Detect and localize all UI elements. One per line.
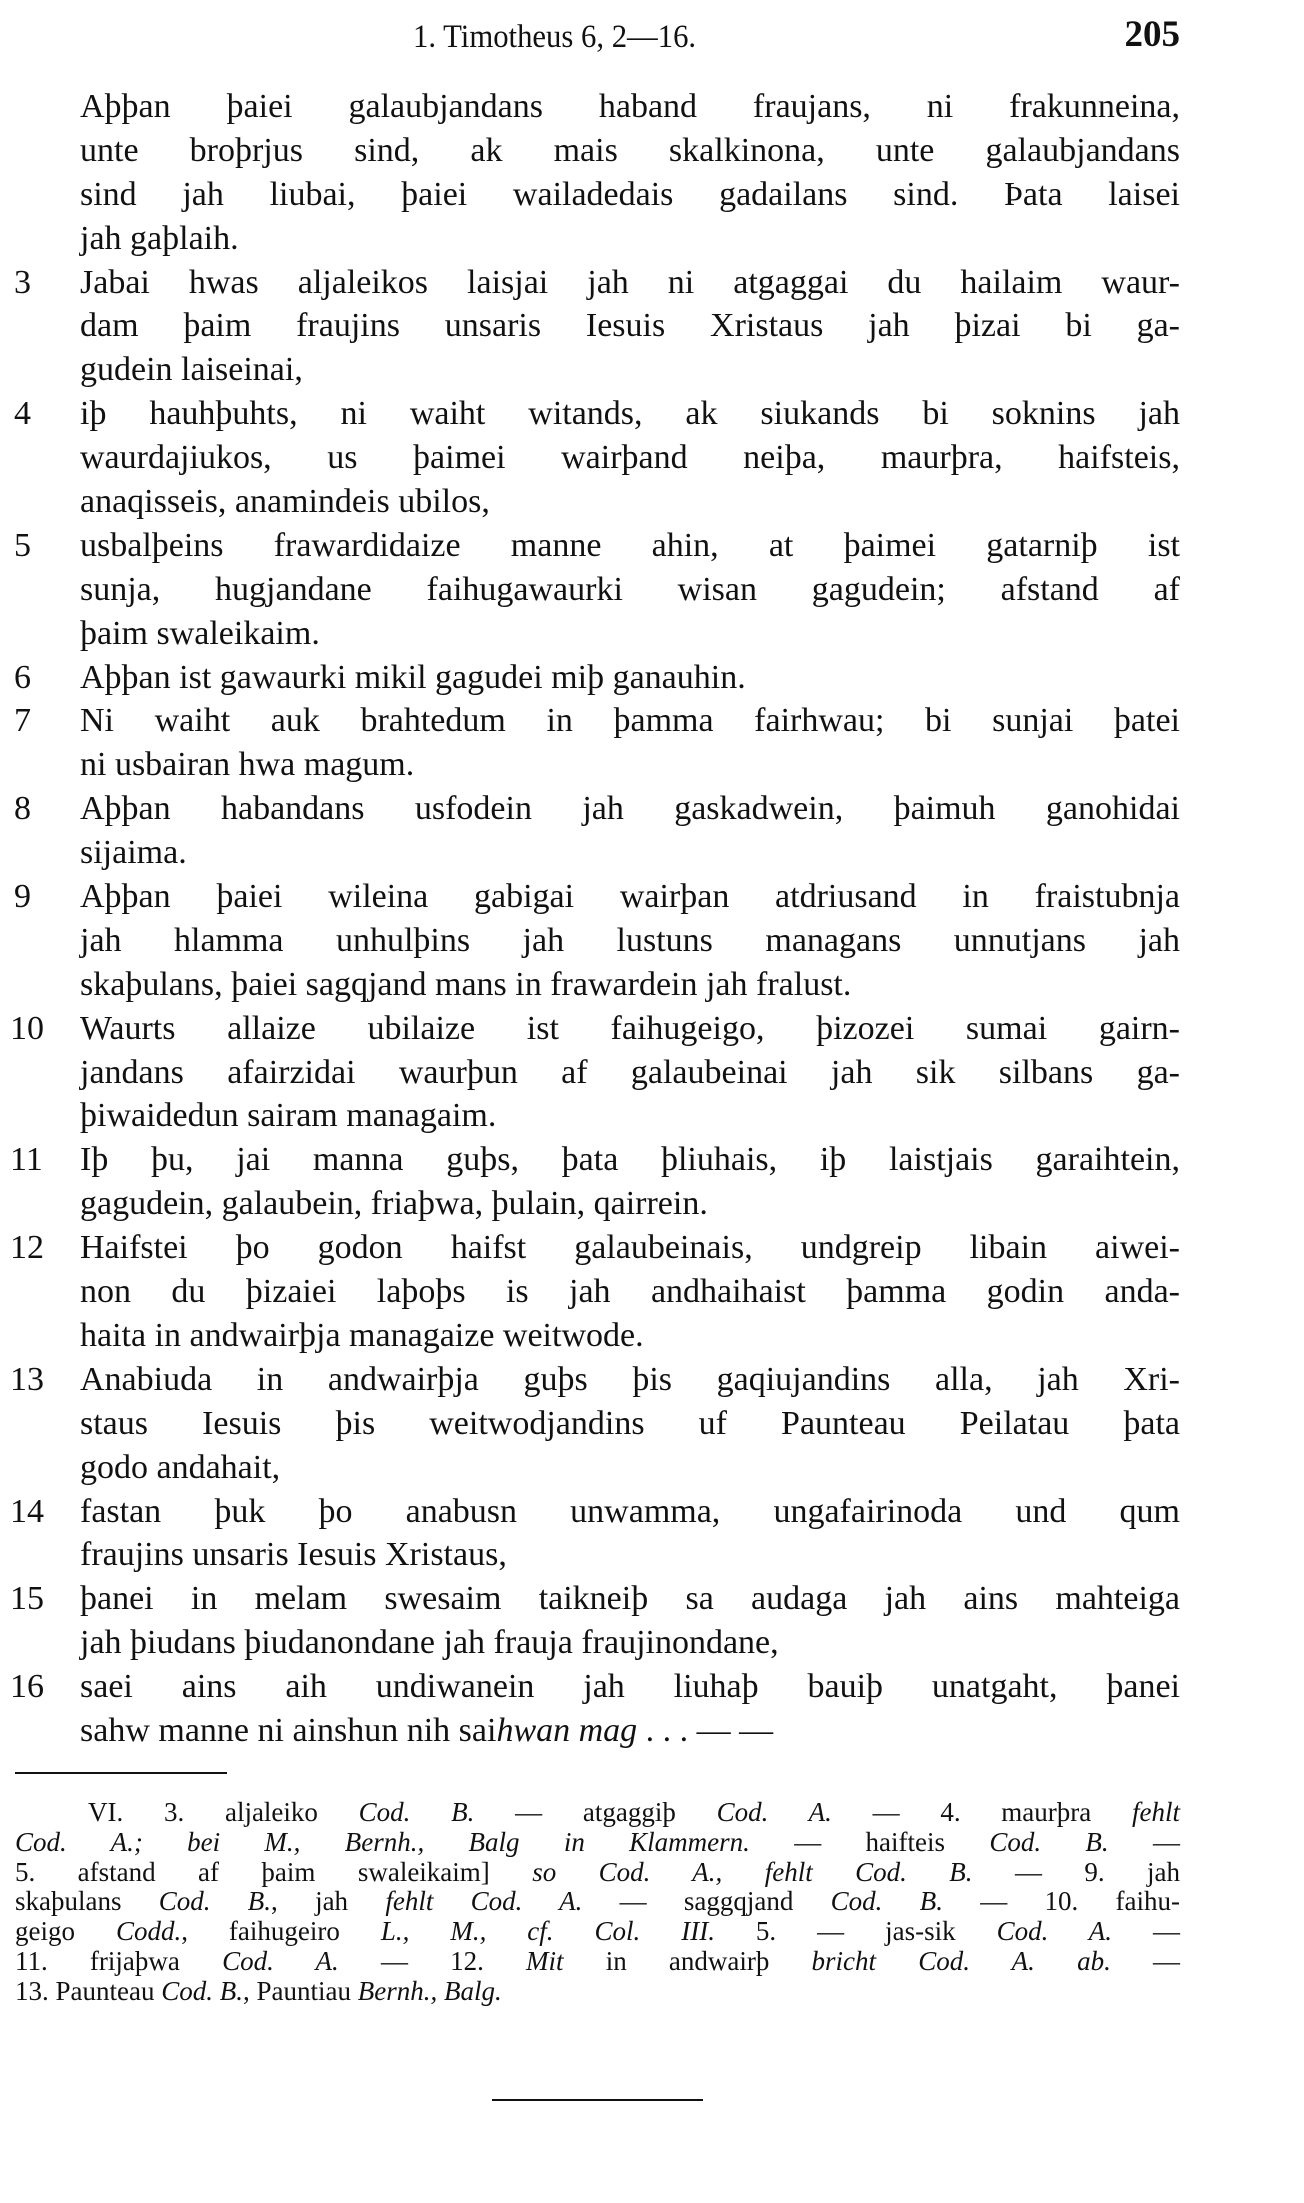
footnote-text <box>15 1947 1180 1977</box>
verse-text: unte broþrjus sind, ak mais skalkinona, unte galaubjandans <box>80 131 1180 169</box>
verse-text: þanei in melam swesaim taikneiþ sa audaga jah ains mahteiga <box>80 1580 1180 1618</box>
text-line <box>0 524 1304 568</box>
footnote-segment: — haifteis <box>749 1826 990 1857</box>
footnote-italic-segment: Cod. B. <box>989 1826 1109 1857</box>
verse-number: 9 <box>14 878 31 916</box>
verse-text: saei ains aih undiwanein jah liuhaþ bauiþ unatgaht, þanei <box>80 1668 1180 1706</box>
footnote-text <box>15 1887 1180 1917</box>
footnote-segment: in andwairþ <box>563 1945 812 1976</box>
footnote-segment: 11. frijaþwa <box>15 1945 223 1976</box>
text-line <box>0 1665 1304 1709</box>
footnote-italic-segment: fehlt <box>1132 1797 1180 1827</box>
verse-text: fraujins unsaris Iesuis Xristaus, <box>80 1536 507 1574</box>
footnote-line <box>0 1977 1304 2007</box>
verse-text: jah þiudans þiudanondane jah frauja fraujinondane, <box>80 1624 779 1662</box>
text-line <box>0 787 1304 831</box>
page-header <box>0 12 1304 62</box>
text-line <box>0 1621 1304 1665</box>
text-line <box>0 1490 1304 1534</box>
footnote-text <box>15 1828 1180 1858</box>
text-line <box>0 1270 1304 1314</box>
text-line <box>0 612 1304 656</box>
verse-text: anaqisseis, anamindeis ubilos, <box>80 483 490 521</box>
text-line <box>0 173 1304 217</box>
verse-number: 4 <box>14 395 31 433</box>
text-line <box>0 1358 1304 1402</box>
verse-text: gagudein, galaubein, friaþwa, þulain, qairrein. <box>80 1185 708 1223</box>
footnote-segment: , faihugeiro <box>181 1916 381 1947</box>
gothic-bible-text <box>0 85 1304 1753</box>
verse-number: 16 <box>10 1668 44 1706</box>
verse-text: non du þizaiei laþoþs is jah andhaihaist þamma godin anda- <box>80 1273 1180 1311</box>
text-line <box>0 436 1304 480</box>
text-line <box>0 304 1304 348</box>
footnote-segment: 5. — jas-sik <box>714 1916 997 1947</box>
verse-text: sunja, hugjandane faihugawaurki wisan gagudein; afstand af <box>80 570 1180 608</box>
verse-text: haita in andwairþja managaize weitwode. <box>80 1316 644 1354</box>
verse-text: waurdajiukos, us þaimei wairþand neiþa, maurþra, haifsteis, <box>80 439 1180 477</box>
verse-text: staus Iesuis þis weitwodjandins uf Paunteau Peilatau þata <box>80 1404 1180 1442</box>
page-number: 205 <box>1124 14 1180 55</box>
verse-text: dam þaim fraujins unsaris Iesuis Xristaus jah þizai bi ga- <box>80 307 1180 345</box>
verse-text: jah hlamma unhulþins jah lustuns managans unnutjans jah <box>80 921 1180 959</box>
footnote-segment: VI. 3. aljaleiko <box>88 1797 359 1827</box>
footnote-italic-segment: Cod. B. <box>158 1886 272 1917</box>
verse-number: 15 <box>10 1580 44 1618</box>
text-line <box>0 348 1304 392</box>
verse-text-italic: hwan mag <box>496 1711 638 1749</box>
verse-number: 14 <box>10 1492 44 1530</box>
verse-number: 7 <box>14 702 31 740</box>
verse-text: skaþulans, þaiei sagqjand mans in frawardein jah fralust. <box>80 965 852 1003</box>
verse-text: gudein laiseinai, <box>80 351 303 389</box>
verse-text: sind jah liubai, þaiei wailadedais gadailans sind. Þata laisei <box>80 175 1180 213</box>
verse-number: 6 <box>14 658 31 696</box>
verse-text: ni usbairan hwa magum. <box>80 746 415 784</box>
text-line <box>0 875 1304 919</box>
verse-number: 12 <box>10 1229 44 1267</box>
footnote-line <box>0 1947 1304 1977</box>
footnote-italic-segment: Cod. A. <box>996 1916 1113 1947</box>
footnote-italic-segment: L., M., cf. Col. III. <box>380 1916 715 1947</box>
text-line <box>0 392 1304 436</box>
footnote-italic-segment: Bernh., Balg. <box>357 1975 502 2006</box>
footnote-text <box>15 1977 1180 2007</box>
footnote-italic-segment: Mit <box>526 1945 564 1976</box>
text-line <box>0 1533 1304 1577</box>
verse-text: Aþþan þaiei galaubjandans haband fraujans, ni frakunneina, <box>80 88 1180 125</box>
text-line <box>0 743 1304 787</box>
text-line <box>0 1577 1304 1621</box>
text-line <box>0 1402 1304 1446</box>
footnote-italic-segment: Cod. B. <box>830 1886 943 1917</box>
running-title: 1. Timotheus 6, 2—16. <box>413 19 697 55</box>
text-line <box>0 699 1304 743</box>
verse-text <box>80 1709 1180 1753</box>
footnote-line <box>0 1858 1304 1888</box>
verse-text: þaim swaleikaim. <box>80 614 320 652</box>
footnote-segment: — 10. faihu- <box>942 1886 1180 1917</box>
text-line <box>0 1314 1304 1358</box>
verse-text: iþ hauhþuhts, ni waiht witands, ak siukands bi soknins jah <box>80 395 1180 433</box>
text-line <box>0 1182 1304 1226</box>
footnote-italic-segment: fehlt Cod. A. <box>385 1886 583 1917</box>
verse-text: jandans afairzidai waurþun af galaubeinai jah sik silbans ga- <box>80 1053 1180 1091</box>
footnote-segment: — <box>1108 1826 1180 1857</box>
footnote-segment: 5. afstand af þaim swaleikaim] <box>15 1856 533 1887</box>
footnote-segment: 13. Paunteau <box>15 1975 162 2006</box>
verse-text: Jabai hwas aljaleikos laisjai jah ni atgaggai du hailaim waur- <box>80 263 1180 301</box>
footnote-line <box>0 1798 1304 1828</box>
footnote-segment: geigo <box>15 1916 116 1947</box>
verse-number: 11 <box>10 1141 43 1179</box>
verse-text: usbalþeins frawardidaize manne ahin, at þaimei gatarniþ ist <box>80 526 1180 564</box>
critical-apparatus-footnotes <box>0 1798 1304 2007</box>
text-line <box>0 1007 1304 1051</box>
text-line <box>0 217 1304 261</box>
text-line <box>0 919 1304 963</box>
footnote-segment: , jah <box>271 1886 386 1917</box>
footnote-italic-segment: Codd. <box>115 1916 182 1947</box>
text-line <box>0 1446 1304 1490</box>
verse-number: 13 <box>10 1360 44 1398</box>
footnote-text <box>15 1917 1180 1947</box>
text-line <box>0 85 1304 129</box>
verse-text: fastan þuk þo anabusn unwamma, ungafairinoda und qum <box>80 1492 1180 1530</box>
footnote-segment: — 9. jah <box>972 1856 1180 1887</box>
footnote-text <box>88 1798 1180 1828</box>
footnote-separator-rule <box>15 1772 227 1774</box>
text-line <box>0 261 1304 305</box>
footnote-italic-segment: bricht Cod. A. ab. <box>811 1945 1111 1976</box>
verse-number: 5 <box>14 526 31 564</box>
footnote-segment: — 4. maurþra <box>831 1797 1132 1827</box>
footnote-line <box>0 1828 1304 1858</box>
verse-text: þiwaidedun sairam managaim. <box>80 1097 497 1135</box>
end-rule <box>492 2099 703 2101</box>
footnote-text <box>15 1858 1180 1888</box>
verse-text: Aþþan ist gawaurki mikil gagudei miþ ganauhin. <box>80 658 746 696</box>
verse-text: jah gaþlaih. <box>80 219 239 257</box>
text-line <box>0 963 1304 1007</box>
footnote-italic-segment: Cod. A.; bei M., Bernh., Balg in Klammern. <box>15 1826 750 1857</box>
footnote-segment: — saggqjand <box>582 1886 831 1917</box>
footnote-segment: , Pauntiau <box>243 1975 358 2006</box>
footnote-italic-segment: Cod. B. <box>358 1797 475 1827</box>
footnote-italic-segment: Cod. A. <box>222 1945 339 1976</box>
footnote-line <box>0 1917 1304 1947</box>
verse-number: 3 <box>14 263 31 301</box>
footnote-italic-segment: Cod. B. <box>161 1975 243 2006</box>
text-line <box>0 480 1304 524</box>
verse-text-plain: sahw manne ni ainshun nih sai <box>80 1711 497 1749</box>
footnote-segment: — 12. <box>338 1945 527 1976</box>
footnote-italic-segment: so Cod. A., fehlt Cod. B. <box>532 1856 973 1887</box>
footnote-segment: skaþulans <box>15 1886 159 1917</box>
verse-text: Anabiuda in andwairþja guþs þis gaqiujandins alla, jah Xri- <box>80 1360 1180 1398</box>
footnote-segment: — <box>1110 1945 1181 1976</box>
text-line <box>0 568 1304 612</box>
text-line <box>0 1094 1304 1138</box>
footnote-italic-segment: Cod. A. <box>716 1797 832 1827</box>
verse-text: Waurts allaize ubilaize ist faihugeigo, þizozei sumai gairn- <box>80 1009 1180 1047</box>
text-line <box>0 656 1304 700</box>
footnote-segment: — <box>1112 1916 1181 1947</box>
verse-text-ellipsis: . . . — — <box>637 1711 774 1749</box>
text-line <box>0 1226 1304 1270</box>
verse-text: sijaima. <box>80 834 187 872</box>
footnote-line <box>0 1887 1304 1917</box>
text-line <box>0 831 1304 875</box>
verse-number: 8 <box>14 790 31 828</box>
verse-number: 10 <box>10 1009 44 1047</box>
footnote-segment: — atgaggiþ <box>474 1797 717 1827</box>
verse-text: Aþþan þaiei wileina gabigai wairþan atdriusand in fraistubnja <box>80 878 1180 916</box>
text-line <box>0 129 1304 173</box>
verse-text: Ni waiht auk brahtedum in þamma fairhwau; bi sunjai þatei <box>80 702 1180 740</box>
verse-text: Iþ þu, jai manna guþs, þata þliuhais, iþ laistjais garaihtein, <box>80 1141 1180 1179</box>
text-line <box>0 1138 1304 1182</box>
text-line <box>0 1709 1304 1753</box>
verse-text: godo andahait, <box>80 1448 281 1486</box>
verse-text: Aþþan habandans usfodein jah gaskadwein, þaimuh ganohidai <box>80 790 1180 828</box>
text-line <box>0 1051 1304 1095</box>
verse-text: Haifstei þo godon haifst galaubeinais, undgreip libain aiwei- <box>80 1229 1180 1267</box>
